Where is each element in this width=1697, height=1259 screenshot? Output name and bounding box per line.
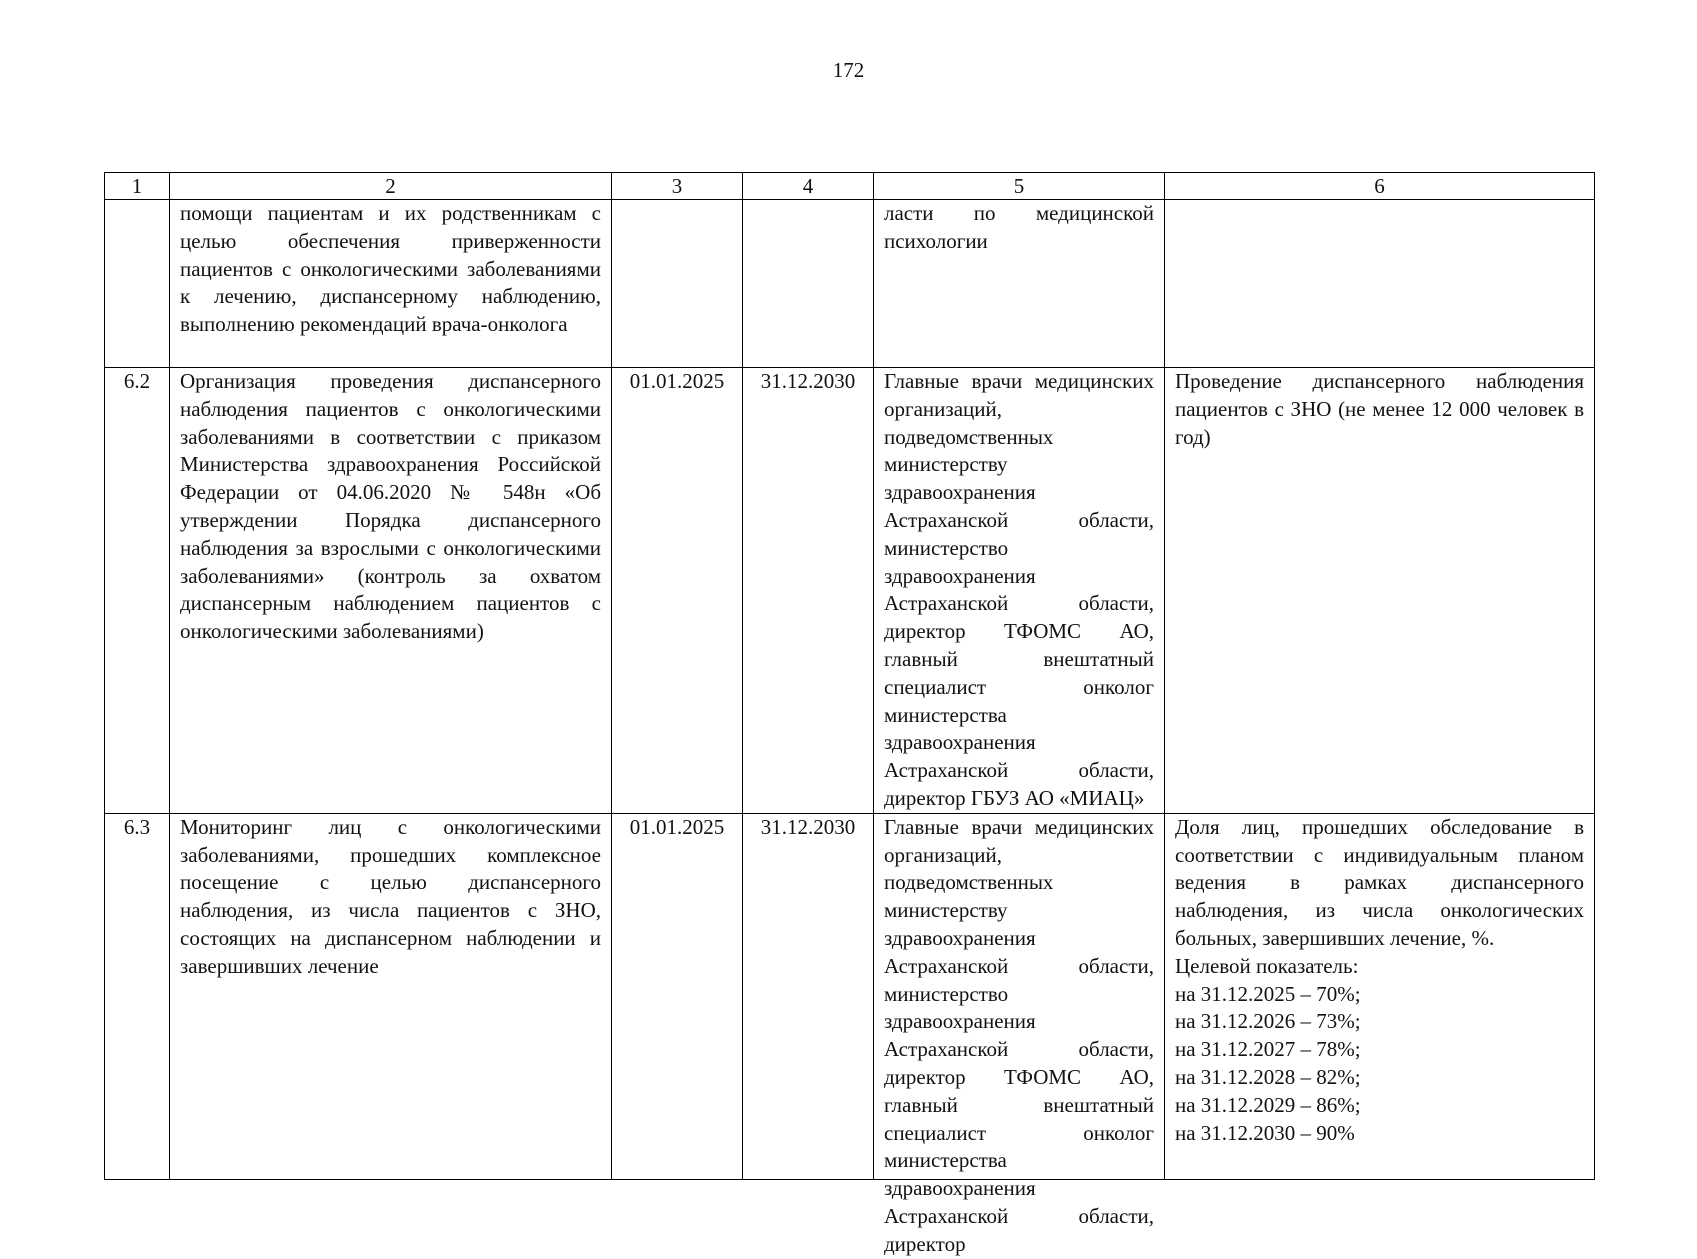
measure-cell: Организация проведения диспансерного наблюдения пациентов с онкологическими заболеваниями в соответствии с приказом Министерства здравоохранения Российской Федерации от 04.06.2020 № 548н «Об утверждении Порядка диспансерного наблюдения за взрослыми с онкологическими заболеваниями» (контроль за охватом диспансерным наблюдением пациентов с онкологическими заболеваниями)	[170, 368, 612, 814]
table-row	[105, 368, 1595, 814]
responsible-cell: ласти по медицинской психологии	[874, 200, 1165, 368]
column-number: 5	[874, 173, 1165, 200]
start-date-cell: 01.01.2025	[612, 813, 743, 1179]
item-number-cell	[105, 200, 170, 368]
measure-cell: помощи пациентам и их родственникам с целью обеспечения приверженности пациентов с онкологическими заболеваниями к лечению, диспансерному наблюдению, выполнению рекомендаций врача-онколога	[170, 200, 612, 368]
end-date-cell: 31.12.2030	[743, 368, 874, 814]
responsible-cell	[874, 813, 1165, 1256]
column-number: 2	[170, 173, 612, 200]
result-line: Целевой показатель:	[1175, 953, 1359, 978]
result-line: на 31.12.2030 – 90%	[1175, 1120, 1355, 1145]
column-number: 3	[612, 173, 743, 200]
result-line: Доля лиц, прошедших обследование в соответствии с индивидуальным планом ведения в рамках диспансерного наблюдения, из числа онкологических больных, завершивших лечение, %.	[1175, 814, 1584, 950]
result-cell	[1165, 368, 1595, 814]
responsible-cell: Главные врачи медицинских организаций, подведомственных министерству здравоохранения Астраханской области, министерство здравоохранения Астраханской области, директор ТФОМС АО, главный внештатный специалист онколог министерства здравоохранения Астраханской области, директор ГБУЗ АО «МИАЦ»	[874, 368, 1165, 814]
responsible-text: Главные врачи медицинских организаций, подведомственных министерству здравоохранения Астраханской области, министерство здравоохранения Астраханской области, директор ТФОМС АО, главный внештатный специалист онколог министерства здравоохранения Астраханской области, директор	[884, 814, 1154, 1256]
end-date-cell	[743, 200, 874, 368]
table-row	[105, 200, 1595, 368]
start-date-cell: 01.01.2025	[612, 368, 743, 814]
result-line: на 31.12.2025 – 70%;	[1175, 981, 1361, 1006]
item-number-cell: 6.2	[105, 368, 170, 814]
result-cell	[1165, 813, 1595, 1179]
item-number-cell: 6.3	[105, 813, 170, 1179]
table-row	[105, 813, 1595, 1179]
start-date-cell	[612, 200, 743, 368]
column-number: 6	[1165, 173, 1595, 200]
result-line: на 31.12.2029 – 86%;	[1175, 1092, 1361, 1117]
end-date-cell: 31.12.2030	[743, 813, 874, 1179]
measures-table	[104, 172, 1595, 1256]
measure-cell: Мониторинг лиц с онкологическими заболеваниями, прошедших комплексное посещение с целью диспансерного наблюдения, из числа пациентов с ЗНО, состоящих на диспансерном наблюдении и завершивших лечение	[170, 813, 612, 1179]
column-number: 1	[105, 173, 170, 200]
result-line: на 31.12.2026 – 73%;	[1175, 1009, 1361, 1034]
page-number: 172	[832, 58, 865, 82]
column-number: 4	[743, 173, 874, 200]
result-line: на 31.12.2027 – 78%;	[1175, 1037, 1361, 1062]
result-line: Проведение диспансерного наблюдения пациентов с ЗНО (не менее 12 000 человек в год)	[1175, 369, 1584, 449]
column-number-row	[105, 173, 1595, 200]
result-line: на 31.12.2028 – 82%;	[1175, 1064, 1361, 1089]
result-cell	[1165, 200, 1595, 368]
